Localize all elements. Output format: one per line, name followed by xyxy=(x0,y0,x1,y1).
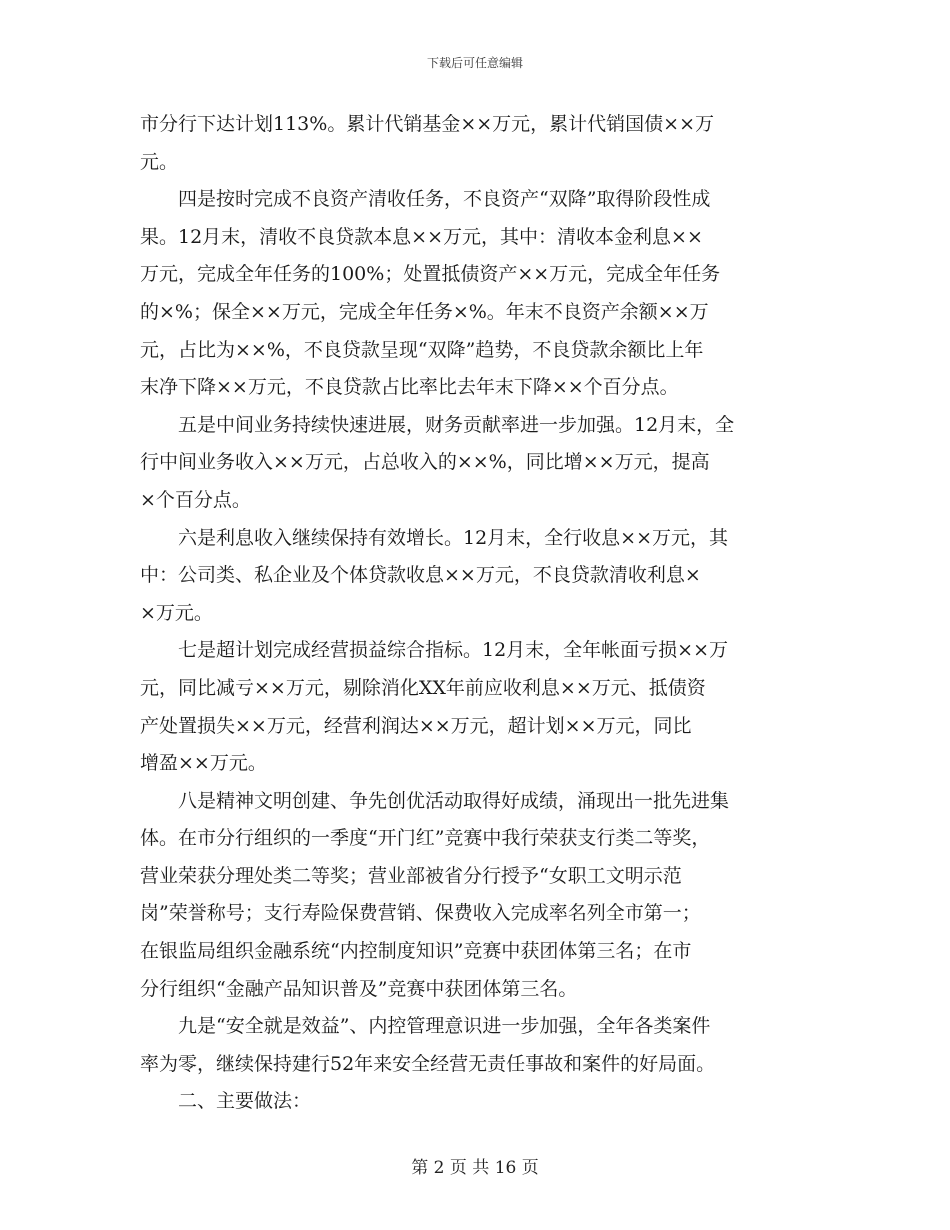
text-line: 元。 xyxy=(140,150,179,173)
text-line: 九是“安全就是效益”、内控管理意识进一步加强，全年各类案件 xyxy=(140,1015,711,1038)
text-line: 行中间业务收入××万元，占总收入的××%，同比增××万元，提高 xyxy=(140,451,710,474)
text-line: 中：公司类、私企业及个体贷款收息××万元，不良贷款清收利息× xyxy=(140,564,701,587)
text-line: ×万元。 xyxy=(140,601,213,624)
text-line: 岗”荣誉称号；支行寿险保费营销、保费收入完成率名列全市第一； xyxy=(140,902,701,925)
text-line: 七是超计划完成经营损益综合指标。12月末，全年帐面亏损××万 xyxy=(140,639,729,662)
text-line: 市分行下达计划113%。累计代销基金××万元，累计代销国债××万 xyxy=(140,113,714,135)
text-line: 体。在市分行组织的一季度“开门红”竞赛中我行荣获支行类二等奖， xyxy=(140,827,711,850)
text-line: 增盈××万元。 xyxy=(140,752,267,775)
text-line: 万元，完成全年任务的100%；处置抵债资产××万元，完成全年任务 xyxy=(140,263,721,286)
section-heading: 二、主要做法： xyxy=(140,1090,312,1113)
text-line: 在银监局组织金融系统“内控制度知识”竞赛中获团体第三名；在市 xyxy=(140,940,692,963)
text-line: 元，占比为××%，不良贷款呈现“双降”趋势，不良贷款余额比上年 xyxy=(140,338,704,361)
text-line: 八是精神文明创建、争先创优活动取得好成绩，涌现出一批先进集 xyxy=(140,789,730,812)
document-body xyxy=(140,106,810,1121)
text-line: 分行组织“金融产品知识普及”竞赛中获团体第三名。 xyxy=(140,977,578,1000)
text-line: 率为零，继续保持建行52年来安全经营无责任事故和案件的好局面。 xyxy=(140,1052,716,1075)
page-number: 第 2 页 共 16 页 xyxy=(411,1158,539,1178)
text-line: 的×%；保全××万元，完成全年任务×%。年末不良资产余额××万 xyxy=(140,300,709,323)
text-line: 果。12月末，清收不良贷款本息××万元，其中：清收本金利息×× xyxy=(140,225,703,248)
page-header: 下载后可任意编辑 xyxy=(426,56,523,70)
text-line: 五是中间业务持续快速进展，财务贡献率进一步加强。12月末，全 xyxy=(140,413,735,436)
text-line: 四是按时完成不良资产清收任务，不良资产“双降”取得阶段性成 xyxy=(140,188,711,211)
text-line: 产处置损失××万元，经营利润达××万元，超计划××万元，同比 xyxy=(140,714,692,737)
text-line: 营业荣获分理处类二等奖；营业部被省分行授予“女职工文明示范 xyxy=(140,864,682,887)
text-line: 末净下降××万元，不良贷款占比率比去年末下降××个百分点。 xyxy=(140,376,679,399)
text-line: ×个百分点。 xyxy=(140,488,251,511)
text-line: 元，同比减亏××万元，剔除消化XX年前应收利息××万元、抵债资 xyxy=(140,676,706,699)
text-line: 六是利息收入继续保持有效增长。12月末，全行收息××万元，其 xyxy=(140,526,729,549)
